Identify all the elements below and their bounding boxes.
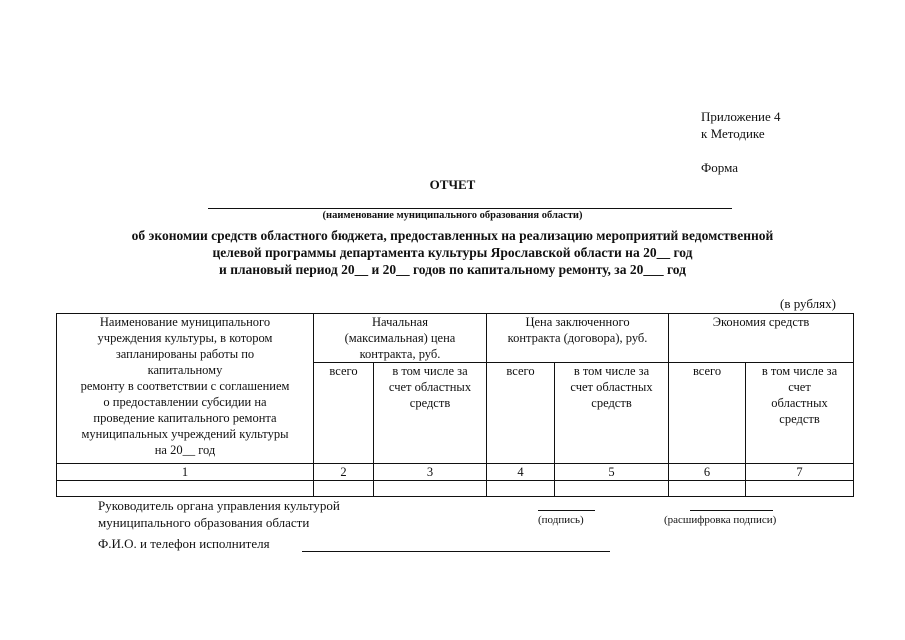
- header-line: Начальная: [372, 315, 428, 329]
- column-number: 3: [374, 464, 487, 481]
- signature-block: [98, 497, 340, 531]
- subheader-regional: [555, 363, 669, 464]
- signature-line-2: муниципального образования области: [98, 515, 310, 530]
- header-initial-price: [314, 314, 487, 363]
- header-line: счет: [788, 380, 811, 394]
- data-cell[interactable]: [555, 481, 669, 497]
- header-line: контракта, руб.: [359, 347, 441, 361]
- signature-decoding-field[interactable]: [690, 510, 773, 511]
- data-cell[interactable]: [314, 481, 374, 497]
- data-cell[interactable]: [487, 481, 555, 497]
- header-line: средств: [591, 396, 632, 410]
- header-line: о предоставлении субсидии на: [103, 395, 267, 409]
- subheader-total: всего: [314, 363, 374, 464]
- header-line: (максимальная) цена: [344, 331, 456, 345]
- signature-caption: (подпись): [538, 514, 584, 526]
- header-line: счет областных: [570, 380, 653, 394]
- subheader-total: всего: [487, 363, 555, 464]
- column-number: 2: [314, 464, 374, 481]
- header-savings: [669, 314, 854, 363]
- data-cell[interactable]: [669, 481, 746, 497]
- column-number: 1: [57, 464, 314, 481]
- units-label: (в рублях): [780, 296, 836, 311]
- subtitle-line-3: и плановый период 20__ и 20__ годов по капитальному ремонту, за 20___ год: [219, 262, 686, 277]
- header-line: в том числе за: [761, 364, 838, 378]
- header-line: счет областных: [388, 380, 472, 394]
- data-cell[interactable]: [746, 481, 854, 497]
- signature-field[interactable]: [538, 510, 595, 511]
- header-line: в том числе за: [573, 364, 650, 378]
- subheader-total: всего: [669, 363, 746, 464]
- header-line: контракта (договора), руб.: [507, 331, 648, 345]
- report-title: ОТЧЕТ: [429, 177, 476, 192]
- column-number-row: [57, 464, 854, 481]
- form-label: Форма: [701, 160, 738, 175]
- appendix-line-1: Приложение 4: [701, 109, 781, 124]
- municipality-name-caption: (наименование муниципального образования области): [322, 210, 583, 221]
- table-row: [57, 481, 854, 497]
- header-line: Экономия средств: [712, 315, 810, 329]
- appendix-line-2: к Методике: [701, 126, 765, 141]
- executor-contact-field[interactable]: [302, 551, 610, 552]
- header-institution-name: [57, 314, 314, 464]
- subheader-regional: [746, 363, 854, 464]
- header-line: в том числе за: [392, 364, 468, 378]
- header-line: запланированы работы по: [115, 347, 255, 361]
- header-contract-price: [487, 314, 669, 363]
- header-line: Цена заключенного: [525, 315, 630, 329]
- header-line: Наименование муниципального: [99, 315, 271, 329]
- table-header-row: [57, 314, 854, 363]
- column-number: 6: [669, 464, 746, 481]
- header-line: средств: [409, 396, 451, 410]
- subheader-regional: [374, 363, 487, 464]
- subtitle-line-1: об экономии средств областного бюджета, предоставленных на реализацию мероприятий ведомственной: [131, 228, 774, 243]
- header-line: муниципальных учреждений культуры: [81, 427, 289, 441]
- report-subtitle: [60, 227, 845, 278]
- subtitle-line-2: целевой программы департамента культуры Ярославской области на 20__ год: [212, 245, 693, 260]
- column-number: 4: [487, 464, 555, 481]
- header-line: на 20__ год: [154, 443, 216, 457]
- signature-decoding-caption: (расшифровка подписи): [664, 514, 777, 526]
- signature-line-1: Руководитель органа управления культурой: [98, 498, 340, 513]
- executor-contact-label: Ф.И.О. и телефон исполнителя: [98, 536, 270, 551]
- column-number: 5: [555, 464, 669, 481]
- data-cell[interactable]: [57, 481, 314, 497]
- header-line: ремонту в соответствии с соглашением: [80, 379, 290, 393]
- column-number: 7: [746, 464, 854, 481]
- header-line: средств: [779, 412, 820, 426]
- header-line: областных: [771, 396, 828, 410]
- header-line: учреждения культуры, в котором: [97, 331, 273, 345]
- data-cell[interactable]: [374, 481, 487, 497]
- appendix-label: [701, 108, 781, 142]
- header-line: капитальному: [147, 363, 223, 377]
- savings-report-table: [56, 313, 854, 497]
- header-line: проведение капитального ремонта: [93, 411, 277, 425]
- municipality-name-field[interactable]: [208, 208, 732, 209]
